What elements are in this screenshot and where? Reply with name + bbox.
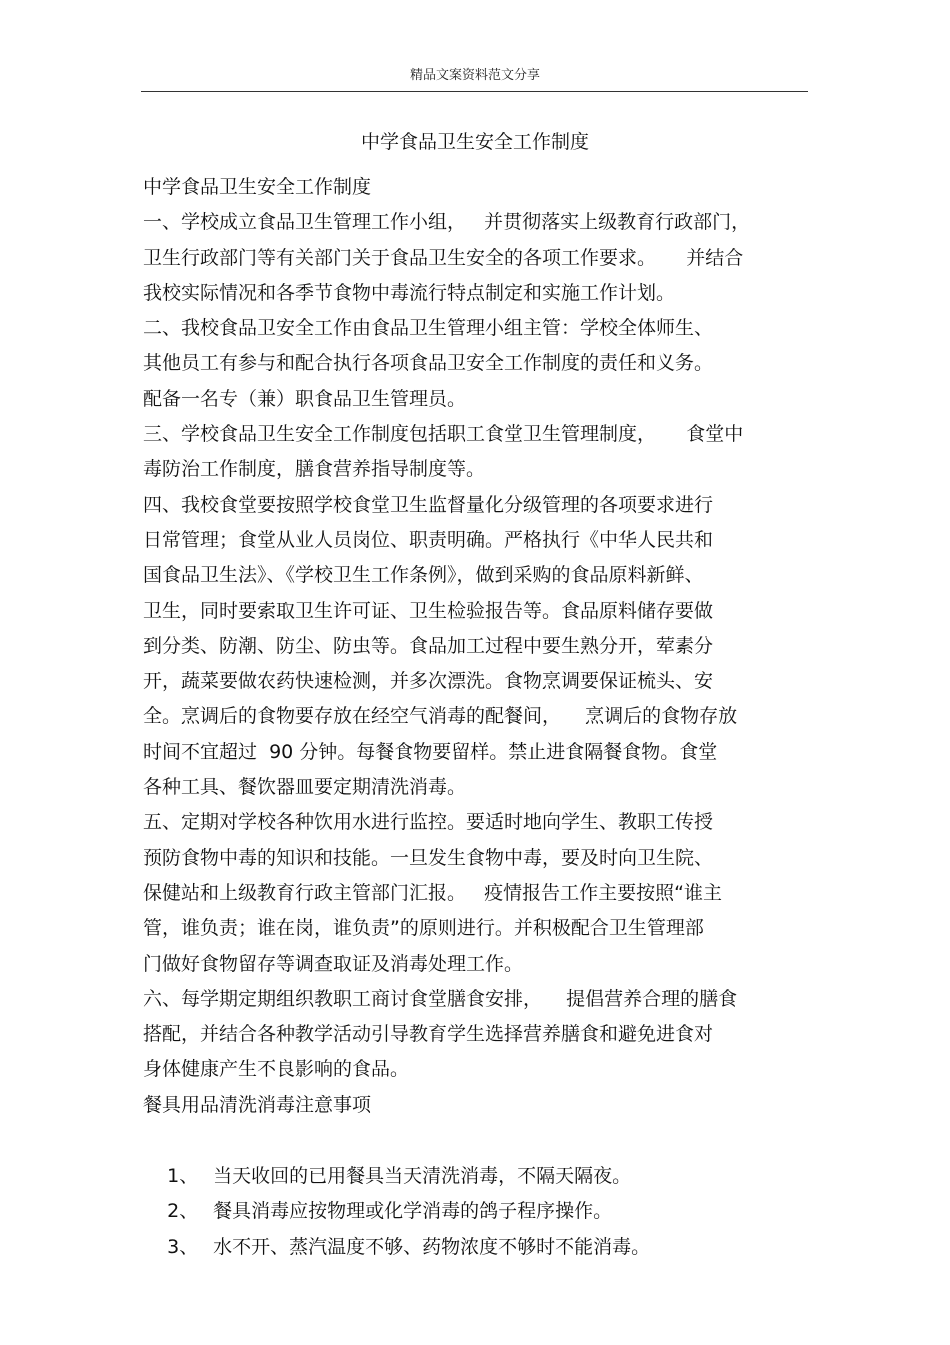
body-line: 中学食品卫生安全工作制度 — [143, 176, 372, 198]
body-line: 日常管理；食堂从业人员岗位、职责明确。严格执行《中华人民共和 — [143, 528, 714, 551]
section-heading: 餐具用品清洗消毒注意事项 — [143, 1093, 372, 1116]
body-line: 各种工具、餐饮器皿要定期清洗消毒。 — [143, 776, 467, 799]
list-item-text: 水不开、蒸汽温度不够、药物浓度不够时不能消毒。 — [213, 1235, 651, 1258]
body-line: 门做好食物留存等调查取证及消毒处理工作。 — [143, 952, 524, 975]
page-header: 精品文案资料范文分享 — [409, 68, 540, 83]
body-line: 卫生行政部门等有关部门关于食品卫生安全的各项工作要求。 并结合 — [143, 246, 744, 269]
body-line: 身体健康产生不良影响的食品。 — [143, 1058, 410, 1081]
body-line: 国食品卫生法》、《学校卫生工作条例》，做到采购的食品原料新鲜、 — [143, 564, 704, 587]
body-line: 开，蔬菜要做农药快速检测，并多次漂洗。食物烹调要保证梳头、安 — [143, 670, 714, 693]
header-divider — [141, 91, 808, 92]
document-title: 中学食品卫生安全工作制度 — [360, 131, 589, 153]
body-line: 配备一名专（兼）职食品卫生管理员。 — [143, 387, 467, 410]
body-line: 管，谁负责；谁在岗，谁负责”的原则进行。并积极配合卫生管理部 — [143, 917, 704, 940]
list-item-number: 2、 — [167, 1200, 199, 1223]
list-item-number: 3、 — [167, 1235, 199, 1258]
list-item-number: 1、 — [167, 1164, 199, 1187]
body-line: 卫生，同时要索取卫生许可证、卫生检验报告等。食品原料储存要做 — [143, 599, 714, 622]
body-line: 一、学校成立食品卫生管理工作小组， 并贯彻落实上级教育行政部门， — [143, 211, 751, 234]
body-line: 二、我校食品卫安全工作由食品卫生管理小组主管：学校全体师生、 — [143, 317, 714, 340]
list-item — [143, 1123, 808, 1187]
body-line: 时间不宜超过 90 分钟。每餐食物要留样。禁止进食隔餐食物。食堂 — [143, 740, 718, 763]
list-item-text: 当天收回的已用餐具当天清洗消毒，不隔天隔夜。 — [213, 1164, 632, 1187]
body-line: 到分类、防潮、防尘、防虫等。食品加工过程中要生熟分开，荤素分 — [143, 634, 714, 657]
body-line: 保健站和上级教育行政主管部门汇报。 疫情报告工作主要按照“谁主 — [143, 881, 722, 904]
body-line: 四、我校食堂要按照学校食堂卫生监督量化分级管理的各项要求进行 — [143, 493, 714, 516]
body-line: 全。烹调后的食物要存放在经空气消毒的配餐间， 烹调后的食物存放 — [143, 705, 738, 728]
body-line: 三、学校食品卫生安全工作制度包括职工食堂卫生管理制度， 食堂中 — [143, 423, 744, 446]
body-line: 我校实际情况和各季节食物中毒流行特点制定和实施工作计划。 — [143, 281, 676, 304]
body-line: 其他员工有参与和配合执行各项食品卫安全工作制度的责任和义务。 — [143, 352, 714, 375]
body-line: 五、定期对学校各种饮用水进行监控。要适时地向学生、教职工传授 — [143, 811, 714, 834]
document-body — [143, 170, 808, 1258]
list-item-text: 餐具消毒应按物理或化学消毒的鸽子程序操作。 — [213, 1200, 613, 1223]
body-line: 毒防治工作制度，膳食营养指导制度等。 — [143, 458, 486, 481]
body-line: 搭配，并结合各种教学活动引导教育学生选择营养膳食和避免进食对 — [143, 1023, 714, 1046]
body-line: 预防食物中毒的知识和技能。一旦发生食物中毒，要及时向卫生院、 — [143, 846, 714, 869]
body-line: 六、每学期定期组织教职工商讨食堂膳食安排， 提倡营养合理的膳食 — [143, 987, 738, 1010]
